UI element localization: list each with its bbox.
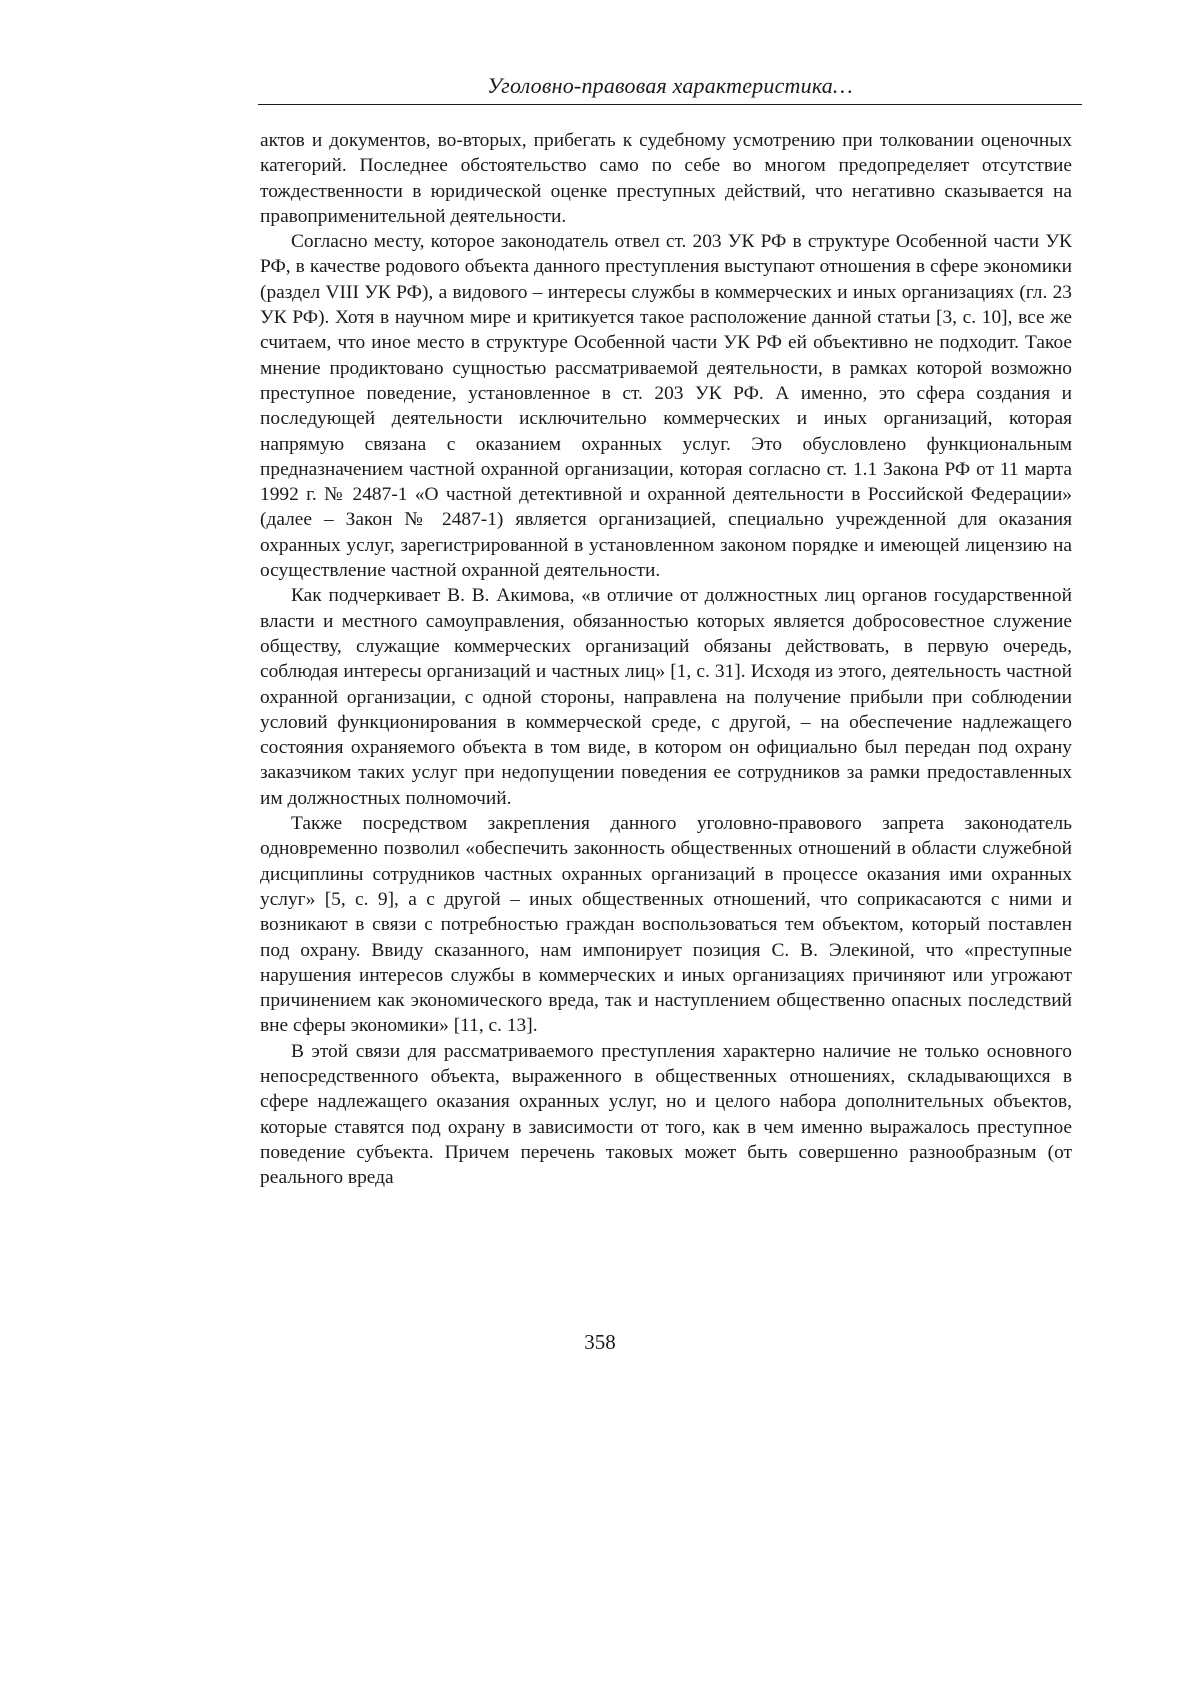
paragraph-additional-objects: В этой связи для рассматриваемого преступления характерно наличие не только основного непосредственного объекта, выраженного в общественных отношениях, складывающихся в сфере надлежащего оказания охранных услуг, но и целого набора дополнительных объектов, которые ставятся под охрану в зависимости от того, как в чем именно выражалось преступное поведение субъекта. Причем перечень таковых может быть совершенно разнообразным (от реального вреда xyxy=(260,1039,1072,1191)
running-header xyxy=(258,70,1082,105)
running-header-title: Уголовно-правовая характеристика… xyxy=(258,73,1082,99)
paragraph-elekina-position: Также посредством закрепления данного уголовно-правового запрета законодатель одновременно позволил «обеспечить законность общественных отношений в области служебной дисциплины сотрудников частных охранных организаций в процессе оказания ими охранных услуг» [5, с. 9], а с другой – иных общественных отношений, что соприкасаются с ними и возникают в связи с потребностью граждан воспользоваться тем объектом, который поставлен под охрану. Ввиду сказанного, нам импонирует позиция С. В. Элекиной, что «преступные нарушения интересов службы в коммерческих и иных организациях причиняют или угрожают причинением как экономического вреда, так и наступлением общественно опасных последствий вне сферы экономики» [11, с. 13]. xyxy=(260,811,1072,1039)
paragraph-object-of-crime: Согласно месту, которое законодатель отвел ст. 203 УК РФ в структуре Особенной части УК РФ, в качестве родового объекта данного преступления выступают отношения в сфере экономики (раздел VIII УК РФ), а видового – интересы службы в коммерческих и иных организациях (гл. 23 УК РФ). Хотя в научном мире и критикуется такое расположение данной статьи [3, с. 10], все же считаем, что иное место в структуре Особенной части УК РФ ей объективно не подходит. Такое мнение продиктовано сущностью рассматриваемой деятельности, в рамках которой возможно преступное поведение, установленное в ст. 203 УК РФ. А именно, это сфера создания и последующей деятельности исключительно коммерческих и иных организаций, которая напрямую связана с оказанием охранных услуг. Это обусловлено функциональным предназначением частной охранной организации, которая согласно ст. 1.1 Закона РФ от 11 марта 1992 г. № 2487-1 «О частной детективной и охранной деятельности в Российской Федерации» (далее – Закон № 2487-1) является организацией, специально учрежденной для оказания охранных услуг, зарегистрированной в установленном законом порядке и имеющей лицензию на осуществление частной охранной деятельности. xyxy=(260,229,1072,583)
paragraph-continuation: актов и документов, во-вторых, прибегать к судебному усмотрению при толковании оценочных категорий. Последнее обстоятельство само по себе во многом предопределяет отсутствие тождественности в юридической оценке преступных действий, что негативно сказывается на правоприменительной деятельности. xyxy=(260,128,1072,229)
body-text xyxy=(260,128,1072,1190)
page-number: 358 xyxy=(0,1330,1200,1355)
paragraph-akimova-quote: Как подчеркивает В. В. Акимова, «в отличие от должностных лиц органов государственной власти и местного самоуправления, обязанностью которых является добросовестное служение обществу, служащие коммерческих организаций обязаны действовать, в первую очередь, соблюдая интересы организаций и частных лиц» [1, с. 31]. Исходя из этого, деятельность частной охранной организации, с одной стороны, направлена на получение прибыли при соблюдении условий функционирования в коммерческой среде, с другой, – на обеспечение надлежащего состояния охраняемого объекта в том виде, в котором он официально был передан под охрану заказчиком таких услуг при недопущении поведения ее сотрудников за рамки предоставленных им должностных полномочий. xyxy=(260,583,1072,811)
